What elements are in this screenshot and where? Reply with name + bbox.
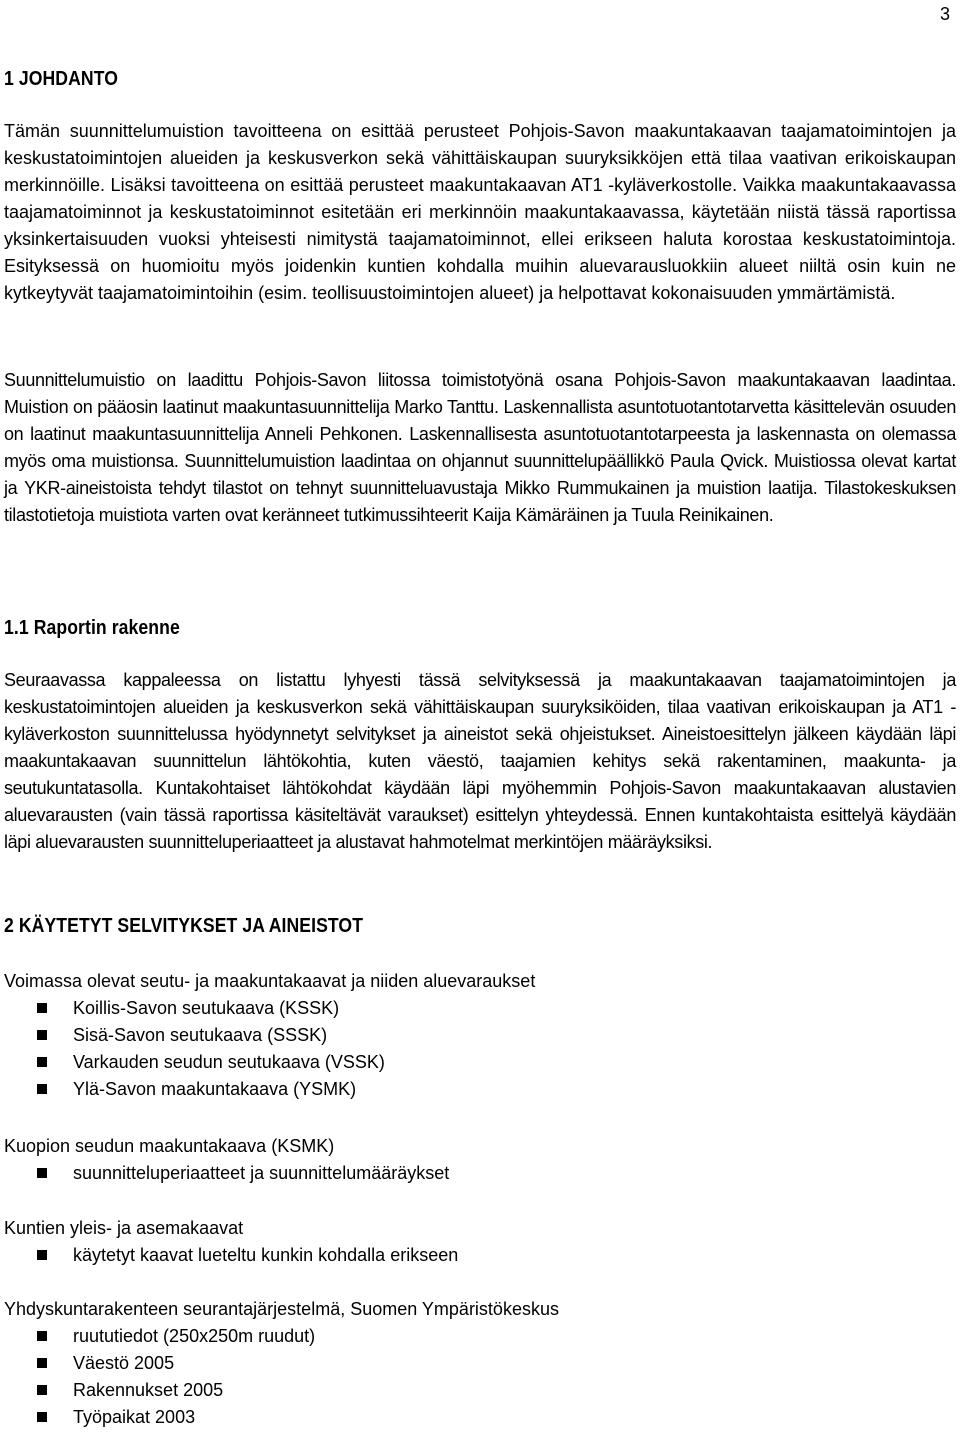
list-item: ruututiedot (250x250m ruudut) (4, 1323, 956, 1350)
section-heading-aineistot: 2 KÄYTETYT SELVITYKSET JA AINEISTOT (4, 915, 364, 937)
square-bullet-icon (37, 1030, 47, 1040)
square-bullet-icon (37, 1057, 47, 1067)
source-list (4, 1160, 956, 1187)
intro-paragraph-purpose: Tämän suunnittelumuistion tavoitteena on esittää perusteet Pohjois-Savon maakuntakaavan taajamatoimintojen ja keskustatoimintojen alueiden ja keskusverkon sekä vähittäiskaupan suuryksikköjen että tilaa vaativan erikoiskaupan merkinnöille. Lisäksi tavoitteena on esittää perusteet maakuntakaavan AT1 -kyläverkostolle. Vaikka maakuntakaavassa taajamatoiminnot ja keskustatoiminnot esitetään eri merkinnöin maakuntakaavassa, käytetään niistä tässä raportissa yksinkertaisuuden vuoksi yhteisesti nimitystä taajamatoiminnot, ellei erikseen haluta korostaa keskustatoimintoja. Esityksessä on huomioitu myös joidenkin kuntien kohdalla muihin aluevarausluokkiin alueet niiltä osin kuin ne kytkeytyvät taajamatoimintoihin (esim. teollisuustoimintojen alueet) ja helpottavat kokonaisuuden ymmärtämistä. (4, 121, 956, 303)
square-bullet-icon (37, 1358, 47, 1368)
source-group-seutu-ja-maakuntakaavat (4, 968, 956, 1103)
square-bullet-icon (37, 1003, 47, 1013)
list-item: Väestö 2005 (4, 1350, 956, 1377)
source-group-kuntien-kaavat (4, 1215, 956, 1269)
source-group-label: Kuntien yleis- ja asemakaavat (4, 1218, 244, 1238)
list-item: Varkauden seudun seutukaava (VSSK) (4, 1049, 956, 1076)
source-group-label: Voimassa olevat seutu- ja maakuntakaavat ja niiden aluevaraukset (4, 971, 536, 991)
source-group-label: Yhdyskuntarakenteen seurantajärjestelmä, Suomen Ympäristökeskus (4, 1299, 559, 1319)
list-item: Ylä-Savon maakuntakaava (YSMK) (4, 1076, 956, 1103)
list-item: Rakennukset 2005 (4, 1377, 956, 1404)
square-bullet-icon (37, 1385, 47, 1395)
square-bullet-icon (37, 1412, 47, 1422)
page-number: 3 (939, 4, 950, 24)
source-group-ykr (4, 1296, 956, 1431)
subsection-heading-raportin-rakenne: 1.1 Raportin rakenne (4, 617, 180, 639)
source-group-label: Kuopion seudun maakuntakaava (KSMK) (4, 1136, 335, 1156)
source-list (4, 1323, 956, 1431)
list-item: käytetyt kaavat lueteltu kunkin kohdalla erikseen (4, 1242, 956, 1269)
square-bullet-icon (37, 1084, 47, 1094)
source-group-kuopion-seudun-maakuntakaava (4, 1133, 956, 1187)
source-list (4, 1242, 956, 1269)
structure-paragraph: Seuraavassa kappaleessa on listattu lyhyesti tässä selvityksessä ja maakuntakaavan taajamatoimintojen ja keskustatoimintojen alueiden ja keskusverkon sekä vähittäiskaupan suuryksiköiden, tilaa vaativan erikoiskaupan ja AT1 -kyläverkoston suunnittelussa hyödynnetyt selvitykset ja aineistot sekä ohjeistukset. Aineistoesittelyn jälkeen käydään läpi maakuntakaavan suunnittelun lähtökohtia, kuten väestö, taajamien kehitys sekä rakentaminen, maakunta- ja seutukuntatasolla. Kuntakohtaiset lähtökohdat käydään läpi myöhemmin Pohjois-Savon maakuntakaavan alustavien aluevarausten (vain tässä raportissa käsiteltävät varaukset) esittelyn yhteydessä. Ennen kuntakohtaista esittelyä käydään läpi aluevarausten suunnitteluperiaatteet ja alustavat hahmotelmat merkintöjen määräyksiksi. (4, 670, 956, 852)
list-item: Työpaikat 2003 (4, 1404, 956, 1431)
square-bullet-icon (37, 1168, 47, 1178)
square-bullet-icon (37, 1250, 47, 1260)
list-item: Koillis-Savon seutukaava (KSSK) (4, 995, 956, 1022)
list-item: suunnitteluperiaatteet ja suunnittelumääräykset (4, 1160, 956, 1187)
source-list (4, 995, 956, 1103)
list-item: Sisä-Savon seutukaava (SSSK) (4, 1022, 956, 1049)
square-bullet-icon (37, 1331, 47, 1341)
intro-paragraph-authors: Suunnittelumuistio on laadittu Pohjois-Savon liitossa toimistotyönä osana Pohjois-Savon maakuntakaavan laadintaa. Muistion on pääosin laatinut maakuntasuunnittelija Marko Tanttu. Laskennallista asuntotuotantotarvetta käsittelevän osuuden on laatinut maakuntasuunnittelija Anneli Pehkonen. Laskennallisesta asuntotuotantotarpeesta ja laskennasta on olemassa myös oma muistionsa. Suunnittelumuistion laadintaa on ohjannut suunnittelupäällikkö Paula Qvick. Muistiossa olevat kartat ja YKR-aineistoista tehdyt tilastot on tehnyt suunnitteluavustaja Mikko Rummukainen ja muistion laatija. Tilastokeskuksen tilastotietoja muistiota varten ovat keränneet tutkimussihteerit Kaija Kämäräinen ja Tuula Reinikainen. (4, 370, 956, 525)
section-heading-johdanto: 1 JOHDANTO (4, 68, 119, 90)
